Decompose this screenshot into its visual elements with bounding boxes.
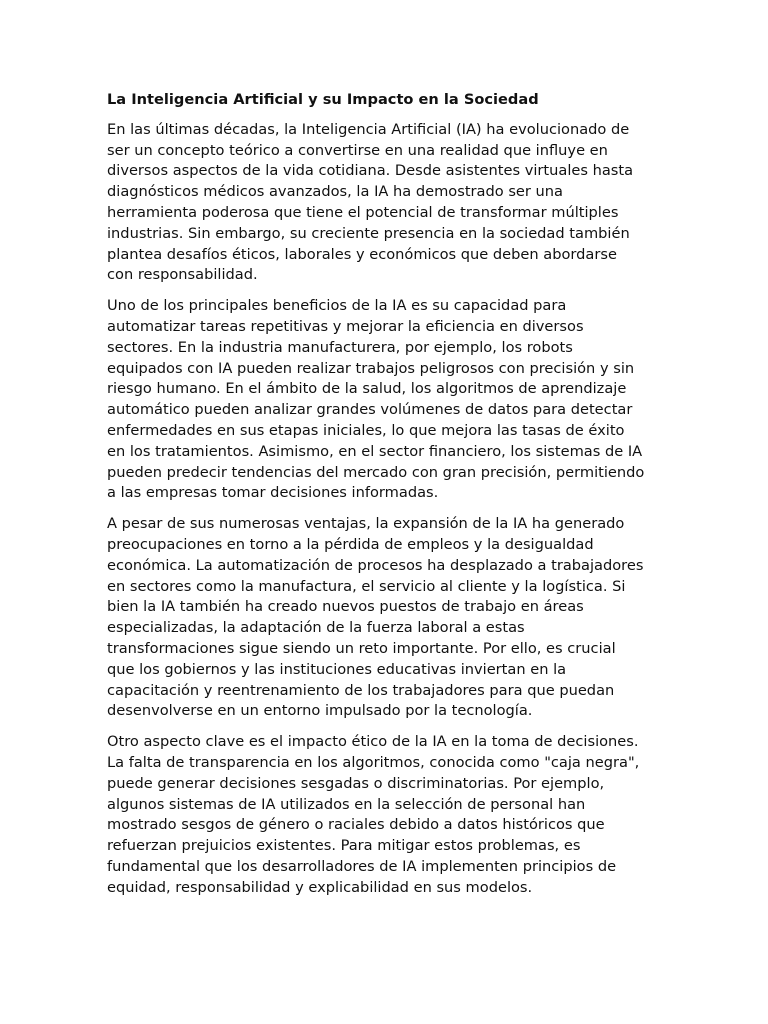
paragraph-line: bien la IA también ha creado nuevos puestos de trabajo en áreas xyxy=(107,598,584,616)
paragraph-3 xyxy=(107,514,667,722)
paragraph-line: riesgo humano. En el ámbito de la salud, los algoritmos de aprendizaje xyxy=(107,380,627,398)
paragraph-line: desenvolverse en un entorno impulsado por la tecnología. xyxy=(107,702,533,720)
paragraph-line: pueden predecir tendencias del mercado con gran precisión, permitiendo xyxy=(107,463,645,481)
paragraph-line: capacitación y reentrenamiento de los trabajadores para que puedan xyxy=(107,681,615,699)
paragraph-line: sectores. En la industria manufacturera, por ejemplo, los robots xyxy=(107,338,573,356)
document-title: La Inteligencia Artificial y su Impacto en la Sociedad xyxy=(107,91,539,108)
paragraph-line: en sectores como la manufactura, el servicio al cliente y la logística. Si xyxy=(107,577,626,595)
paragraph-line: Uno de los principales beneficios de la IA es su capacidad para xyxy=(107,297,567,315)
document-body xyxy=(107,120,667,899)
paragraph-line: diagnósticos médicos avanzados, la IA ha demostrado ser una xyxy=(107,183,563,201)
paragraph-line: fundamental que los desarrolladores de IA implementen principios de xyxy=(107,857,617,875)
paragraph-line: La falta de transparencia en los algoritmos, conocida como "caja negra", xyxy=(107,753,640,771)
paragraph-line: ser un concepto teórico a convertirse en una realidad que influye en xyxy=(107,141,608,159)
paragraph-line: puede generar decisiones sesgadas o discriminatorias. Por ejemplo, xyxy=(107,774,605,792)
paragraph-line: a las empresas tomar decisiones informadas. xyxy=(107,484,439,502)
paragraph-line: que los gobiernos y las instituciones educativas inviertan en la xyxy=(107,660,567,678)
paragraph-line: con responsabilidad. xyxy=(107,266,258,284)
paragraph-line: equipados con IA pueden realizar trabajos peligrosos con precisión y sin xyxy=(107,359,635,377)
paragraph-line: especializadas, la adaptación de la fuerza laboral a estas xyxy=(107,619,525,637)
paragraph-4 xyxy=(107,732,667,898)
paragraph-line: automático pueden analizar grandes volúmenes de datos para detectar xyxy=(107,401,633,419)
paragraph-line: automatizar tareas repetitivas y mejorar la eficiencia en diversos xyxy=(107,317,584,335)
document-page xyxy=(107,90,667,908)
paragraph-line: enfermedades en sus etapas iniciales, lo que mejora las tasas de éxito xyxy=(107,421,625,439)
paragraph-line: económica. La automatización de procesos ha desplazado a trabajadores xyxy=(107,556,644,574)
paragraph-line: en los tratamientos. Asimismo, en el sector financiero, los sistemas de IA xyxy=(107,442,643,460)
paragraph-line: preocupaciones en torno a la pérdida de empleos y la desigualdad xyxy=(107,535,594,553)
paragraph-line: diversos aspectos de la vida cotidiana. Desde asistentes virtuales hasta xyxy=(107,162,634,180)
paragraph-line: mostrado sesgos de género o raciales debido a datos históricos que xyxy=(107,816,605,834)
paragraph-line: herramienta poderosa que tiene el potencial de transformar múltiples xyxy=(107,203,619,221)
paragraph-line: A pesar de sus numerosas ventajas, la expansión de la IA ha generado xyxy=(107,515,625,533)
paragraph-1 xyxy=(107,120,667,286)
paragraph-line: Otro aspecto clave es el impacto ético de la IA en la toma de decisiones. xyxy=(107,733,639,751)
paragraph-2 xyxy=(107,296,667,504)
paragraph-line: industrias. Sin embargo, su creciente presencia en la sociedad también xyxy=(107,224,630,242)
paragraph-line: transformaciones sigue siendo un reto importante. Por ello, es crucial xyxy=(107,639,616,657)
paragraph-line: algunos sistemas de IA utilizados en la selección de personal han xyxy=(107,795,586,813)
paragraph-line: refuerzan prejuicios existentes. Para mitigar estos problemas, es xyxy=(107,837,581,855)
paragraph-line: En las últimas décadas, la Inteligencia Artificial (IA) ha evolucionado de xyxy=(107,120,630,138)
paragraph-line: equidad, responsabilidad y explicabilidad en sus modelos. xyxy=(107,878,533,896)
paragraph-line: plantea desafíos éticos, laborales y económicos que deben abordarse xyxy=(107,245,617,263)
